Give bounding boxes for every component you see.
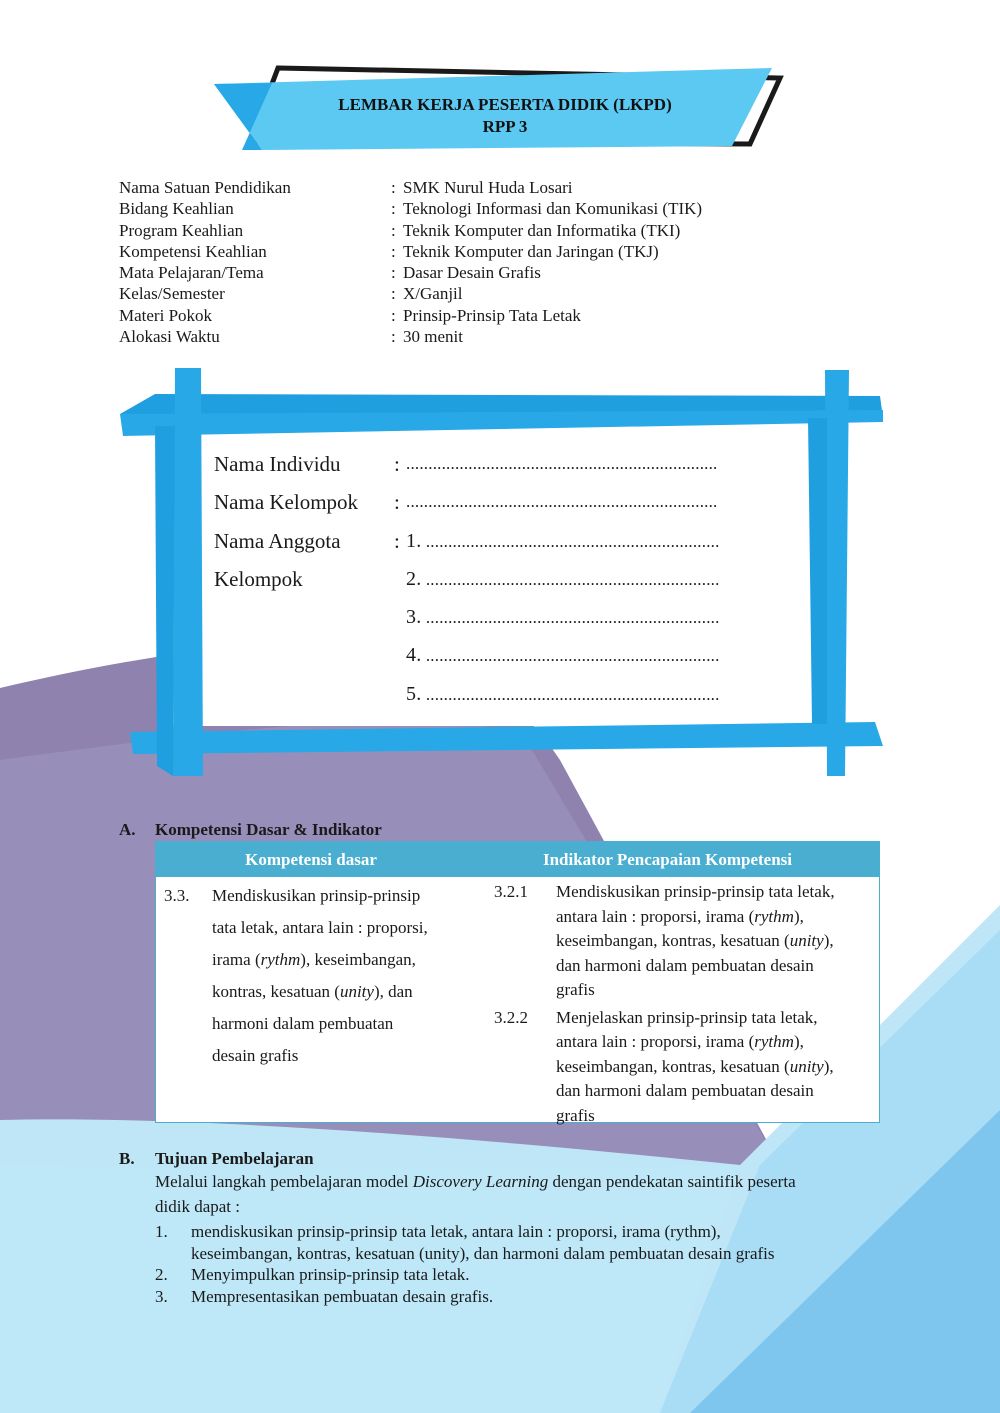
indicator-italic-term: rythm	[754, 906, 794, 926]
section-a-heading	[119, 820, 382, 840]
anggota-3-field[interactable]	[406, 601, 794, 639]
intro-italic-term: Discovery Learning	[412, 1172, 549, 1191]
info-row	[119, 326, 819, 347]
info-row	[119, 305, 819, 326]
indicator-italic-term: unity	[789, 1056, 824, 1076]
form-row-anggota-3	[214, 601, 794, 639]
info-key: Materi Pokok	[119, 305, 213, 325]
indicator-number: 3.2.1	[494, 882, 528, 901]
indicator-number: 3.2.2	[494, 1007, 528, 1027]
indicator-line: Mendiskusikan prinsip-prinsip tata letak,	[556, 882, 835, 901]
section-title: Kompetensi Dasar & Indikator	[155, 820, 382, 839]
info-row	[119, 241, 819, 262]
nama-kelompok-field[interactable]: ......................................................................	[406, 492, 718, 512]
form-row-anggota-1	[214, 525, 794, 563]
dotted-line: ..................................................................	[425, 608, 720, 628]
form-row-anggota-4	[214, 639, 794, 677]
indicator-text-run: keseimbangan, kontras, kesatuan (	[556, 1056, 790, 1076]
dotted-line: ..................................................................	[425, 569, 720, 589]
indicator-line: dan harmoni dalam pembuatan desain	[556, 955, 814, 975]
info-value: Dasar Desain Grafis	[403, 263, 541, 283]
identity-info	[119, 177, 819, 347]
info-row	[119, 283, 819, 304]
indicator-text-run: ),	[793, 1032, 804, 1051]
goal-number: 1.	[155, 1222, 168, 1241]
label-nama-kelompok: Nama Kelompok	[214, 490, 359, 515]
indicator-text	[556, 880, 879, 1003]
indicator-cell	[486, 877, 879, 1131]
kd-text-run: irama (	[212, 950, 261, 969]
label-kelompok: Kelompok	[214, 566, 303, 591]
goal-number: 3.	[155, 1286, 168, 1306]
info-value: 30 menit	[403, 327, 463, 347]
indicator-line	[556, 1030, 865, 1055]
nama-individu-field[interactable]: ......................................................................	[406, 454, 718, 473]
member-number: 5.	[406, 682, 422, 705]
info-colon: :	[391, 220, 396, 240]
goal-number: 2.	[155, 1265, 168, 1284]
info-key: Kompetensi Keahlian	[119, 241, 267, 261]
info-value: Teknik Komputer dan Jaringan (TKJ)	[403, 241, 659, 261]
indicator-italic-term: rythm	[754, 1032, 794, 1051]
kd-line: desain grafis	[212, 1046, 299, 1065]
kd-italic-term: unity	[339, 982, 374, 1001]
form-colon: :	[394, 528, 400, 553]
page-title	[290, 94, 720, 138]
dotted-line: ..................................................................	[425, 531, 720, 551]
header-indikator: Indikator Pencapaian Kompetensi	[542, 850, 793, 869]
form-colon-blank	[394, 639, 406, 677]
form-colon: :	[394, 490, 400, 515]
indicator-line	[556, 905, 865, 930]
indicator-text-run: ),	[823, 931, 834, 950]
info-colon: :	[391, 241, 396, 261]
info-key: Mata Pelajaran/Tema	[119, 263, 264, 283]
indicator-text-run: keseimbangan, kontras, kesatuan (	[556, 931, 790, 950]
kd-line	[212, 976, 452, 1008]
info-key: Alokasi Waktu	[119, 327, 220, 347]
student-form	[214, 448, 794, 716]
indicator-line: grafis	[556, 1105, 595, 1125]
indicator-item	[486, 880, 879, 1003]
indicator-text-run: antara lain : proporsi, irama (	[556, 1032, 755, 1051]
kd-cell	[156, 877, 486, 1131]
info-row	[119, 198, 819, 219]
kompetensi-table	[155, 841, 880, 1123]
title-line-2: RPP 3	[482, 117, 528, 136]
form-row-anggota-2	[214, 563, 794, 601]
info-key: Kelas/Semester	[119, 284, 225, 304]
anggota-4-field[interactable]	[406, 639, 794, 677]
kd-line: harmoni dalam pembuatan	[212, 1014, 394, 1033]
anggota-5-field[interactable]	[406, 678, 794, 716]
indicator-text	[556, 1006, 879, 1129]
form-row-anggota-5	[214, 678, 794, 716]
indicator-text-run: antara lain : proporsi, irama (	[556, 906, 755, 926]
intro-text-run: Melalui langkah pembelajaran model	[155, 1172, 413, 1191]
label-nama-individu: Nama Individu	[214, 452, 341, 476]
member-number: 3.	[406, 606, 422, 629]
kd-italic-term: rythm	[260, 950, 301, 969]
info-value: SMK Nurul Huda Losari	[403, 178, 573, 197]
section-b-heading	[119, 1149, 314, 1169]
dotted-line: ..................................................................	[425, 646, 720, 666]
kd-number: 3.3.	[164, 886, 190, 905]
member-number: 4.	[406, 644, 422, 667]
goal-line: keseimbangan, kontras, kesatuan (unity), dan harmoni dalam pembuatan desain grafis	[191, 1243, 775, 1263]
info-colon: :	[391, 199, 396, 219]
info-colon: :	[391, 305, 396, 325]
table-header	[156, 842, 879, 877]
list-item	[155, 1286, 875, 1308]
member-number: 1.	[406, 529, 422, 552]
kd-text-run: ), dan	[373, 982, 413, 1001]
kd-text-run: ), keseimbangan,	[300, 950, 416, 969]
indicator-italic-term: unity	[789, 931, 824, 950]
tujuan-intro	[155, 1169, 875, 1194]
indicator-line	[556, 1055, 865, 1080]
info-colon: :	[391, 284, 396, 304]
info-value: Teknik Komputer dan Informatika (TKI)	[403, 220, 681, 240]
indicator-line: Menjelaskan prinsip-prinsip tata letak,	[556, 1007, 818, 1027]
info-value: Teknologi Informasi dan Komunikasi (TIK)	[403, 199, 703, 219]
kd-description	[212, 880, 452, 1131]
info-value: X/Ganjil	[403, 284, 463, 304]
form-colon-blank	[394, 678, 406, 716]
kd-line: tata letak, antara lain : proporsi,	[212, 918, 428, 937]
section-letter: B.	[119, 1149, 135, 1168]
indicator-text-run: ),	[823, 1056, 834, 1076]
goal-text: Mempresentasikan pembuatan desain grafis.	[191, 1286, 494, 1306]
intro-text-run: dengan pendekatan saintifik peserta	[548, 1172, 796, 1191]
indicator-line: dan harmoni dalam pembuatan desain	[556, 1081, 814, 1100]
label-blank	[214, 601, 394, 639]
dotted-line: ..................................................................	[425, 684, 720, 704]
info-row	[119, 220, 819, 241]
kd-line: Mendiskusikan prinsip-prinsip	[212, 886, 421, 905]
kd-text-run: kontras, kesatuan (	[212, 982, 340, 1001]
goal-line: mendiskusikan prinsip-prinsip tata letak, antara lain : proporsi, irama (rythm),	[191, 1222, 721, 1241]
info-row	[119, 262, 819, 283]
goal-text: Menyimpulkan prinsip-prinsip tata letak.	[191, 1265, 470, 1284]
form-colon-blank	[394, 601, 406, 639]
label-blank	[214, 678, 394, 716]
table-row	[156, 877, 879, 1131]
section-title: Tujuan Pembelajaran	[155, 1149, 314, 1168]
form-row-kelompok	[214, 486, 794, 524]
kd-line	[212, 944, 452, 976]
form-colon: :	[394, 452, 400, 476]
anggota-1-field[interactable]	[406, 525, 794, 563]
list-item	[155, 1221, 875, 1264]
indicator-line	[556, 929, 865, 954]
tujuan-pembelajaran	[155, 1169, 875, 1307]
member-number: 2.	[406, 567, 422, 590]
form-colon-blank	[394, 563, 406, 601]
info-key: Program Keahlian	[119, 220, 244, 240]
anggota-2-field[interactable]	[406, 563, 794, 601]
form-row-individu	[214, 448, 794, 486]
tujuan-intro-cont: didik dapat :	[155, 1197, 240, 1216]
list-item	[155, 1264, 875, 1286]
info-colon: :	[391, 178, 396, 197]
indicator-item	[486, 1006, 879, 1129]
info-row	[119, 177, 819, 198]
indicator-line: grafis	[556, 980, 595, 999]
info-colon: :	[391, 327, 396, 347]
section-letter: A.	[119, 820, 136, 839]
indicator-text-run: ),	[793, 906, 804, 926]
label-blank	[214, 639, 394, 677]
info-colon: :	[391, 263, 396, 283]
label-nama-anggota: Nama Anggota	[214, 528, 341, 553]
title-line-1: LEMBAR KERJA PESERTA DIDIK (LKPD)	[338, 95, 672, 114]
info-key: Bidang Keahlian	[119, 199, 234, 219]
header-kompetensi-dasar: Kompetensi dasar	[245, 850, 377, 869]
info-key: Nama Satuan Pendidikan	[119, 178, 291, 197]
info-value: Prinsip-Prinsip Tata Letak	[403, 305, 581, 325]
goal-text	[191, 1221, 875, 1264]
